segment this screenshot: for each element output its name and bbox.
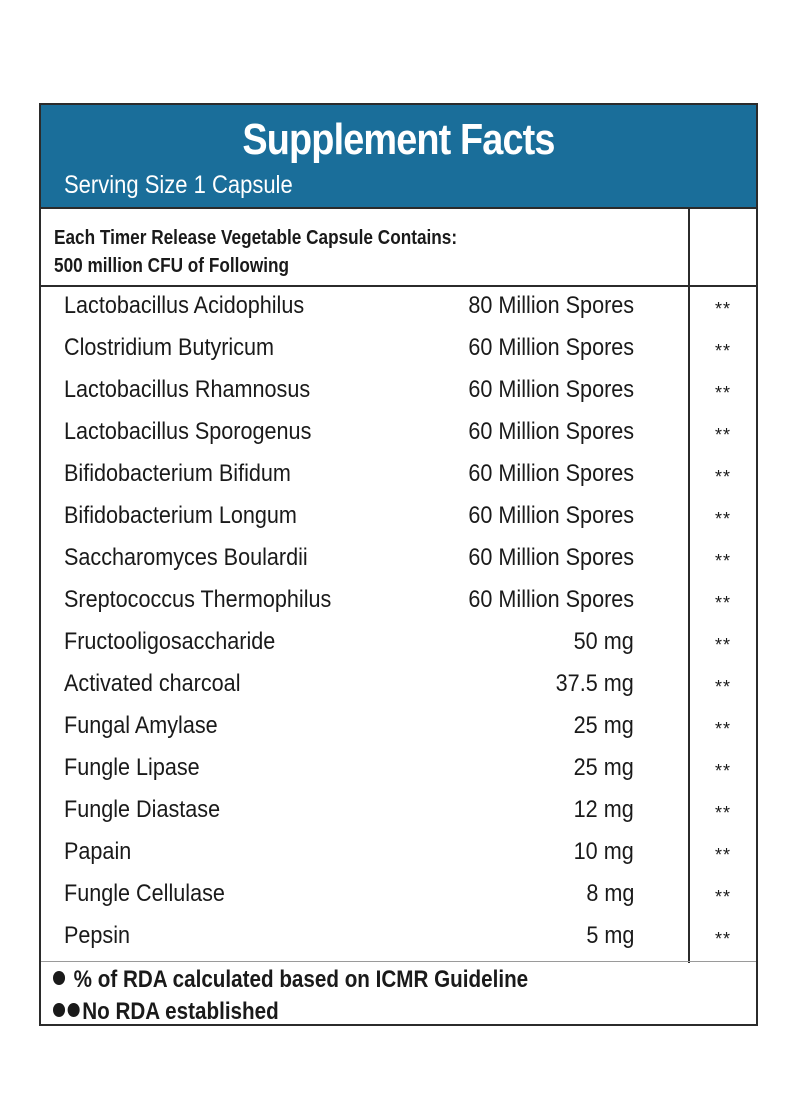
table-row: [41, 877, 756, 919]
ingredient-name: Papain: [64, 838, 132, 865]
rda-marker: **: [714, 425, 731, 445]
table-row: [41, 835, 756, 877]
table-row: [41, 457, 756, 499]
footnote-rda: [53, 966, 528, 994]
bullet-icon: [68, 1003, 80, 1017]
rda-marker: **: [714, 677, 731, 697]
ingredient-name: Lactobacillus Acidophilus: [64, 292, 305, 319]
ingredient-amount: 5 mg: [585, 922, 634, 949]
ingredient-amount: 60 Million Spores: [468, 334, 634, 361]
supplement-facts-panel: [39, 103, 758, 1026]
capsule-contains-text: Each Timer Release Vegetable Capsule Contains:: [54, 227, 458, 249]
table-row: [41, 373, 756, 415]
rda-marker: **: [714, 887, 731, 907]
table-row: [41, 793, 756, 835]
ingredient-amount: 60 Million Spores: [468, 376, 634, 403]
rda-marker: **: [714, 593, 731, 613]
ingredient-name: Pepsin: [64, 922, 131, 949]
rda-marker: **: [714, 299, 731, 319]
ingredient-name: Fungle Lipase: [64, 754, 200, 781]
rda-marker: **: [714, 929, 731, 949]
bullet-icon: [53, 1003, 65, 1017]
rda-marker: **: [714, 467, 731, 487]
ingredient-amount: 80 Million Spores: [468, 292, 634, 319]
ingredient-name: Fungal Amylase: [64, 712, 218, 739]
footnote-no-rda-text: No RDA established: [82, 998, 279, 1025]
ingredient-amount: 60 Million Spores: [468, 586, 634, 613]
ingredient-name: Lactobacillus Rhamnosus: [64, 376, 311, 403]
table-row: [41, 919, 756, 961]
rda-marker: **: [714, 803, 731, 823]
rda-marker: **: [714, 719, 731, 739]
rda-marker: **: [714, 383, 731, 403]
ingredient-amount: 12 mg: [573, 796, 634, 823]
table-row: [41, 751, 756, 793]
ingredient-name: Bifidobacterium Bifidum: [64, 460, 291, 487]
ingredient-amount: 60 Million Spores: [468, 544, 634, 571]
table-row: [41, 331, 756, 373]
ingredient-name: Clostridium Butyricum: [64, 334, 275, 361]
rda-marker: **: [714, 551, 731, 571]
ingredient-amount: 60 Million Spores: [468, 460, 634, 487]
ingredient-name: Fungle Cellulase: [64, 880, 225, 907]
table-row: [41, 415, 756, 457]
table-row: [41, 667, 756, 709]
table-row: [41, 625, 756, 667]
ingredient-name: Lactobacillus Sporogenus: [64, 418, 312, 445]
rda-marker: **: [714, 761, 731, 781]
ingredient-list: [41, 289, 756, 961]
rda-marker: **: [714, 635, 731, 655]
rda-marker: **: [714, 845, 731, 865]
bullet-icon: [53, 971, 65, 985]
rda-marker: **: [714, 341, 731, 361]
ingredient-amount: 10 mg: [573, 838, 634, 865]
ingredient-amount: 25 mg: [573, 754, 634, 781]
table-row: [41, 289, 756, 331]
footnote-rda-text: % of RDA calculated based on ICMR Guideline: [73, 966, 529, 993]
ingredient-name: Bifidobacterium Longum: [64, 502, 297, 529]
table-row: [41, 709, 756, 751]
footnotes: [41, 961, 756, 1024]
ingredient-name: Fructooligosaccharide: [64, 628, 276, 655]
ingredient-amount: 8 mg: [585, 880, 634, 907]
footnote-no-rda: [53, 998, 279, 1026]
table-row: [41, 583, 756, 625]
cfu-text: 500 million CFU of Following: [54, 255, 290, 277]
ingredient-amount: 60 Million Spores: [468, 502, 634, 529]
ingredient-name: Fungle Diastase: [64, 796, 221, 823]
ingredient-name: Activated charcoal: [64, 670, 241, 697]
page-title: Supplement Facts: [242, 115, 555, 164]
ingredient-name: Sreptococcus Thermophilus: [64, 586, 332, 613]
capsule-contents-heading: [41, 209, 756, 287]
ingredient-amount: 60 Million Spores: [468, 418, 634, 445]
table-row: [41, 499, 756, 541]
rda-marker: **: [714, 509, 731, 529]
ingredient-amount: 25 mg: [573, 712, 634, 739]
ingredient-name: Saccharomyces Boulardii: [64, 544, 308, 571]
ingredient-amount: 50 mg: [573, 628, 634, 655]
serving-size: Serving Size 1 Capsule: [64, 171, 293, 199]
facts-header: [41, 105, 756, 209]
table-row: [41, 541, 756, 583]
ingredient-amount: 37.5 mg: [555, 670, 634, 697]
